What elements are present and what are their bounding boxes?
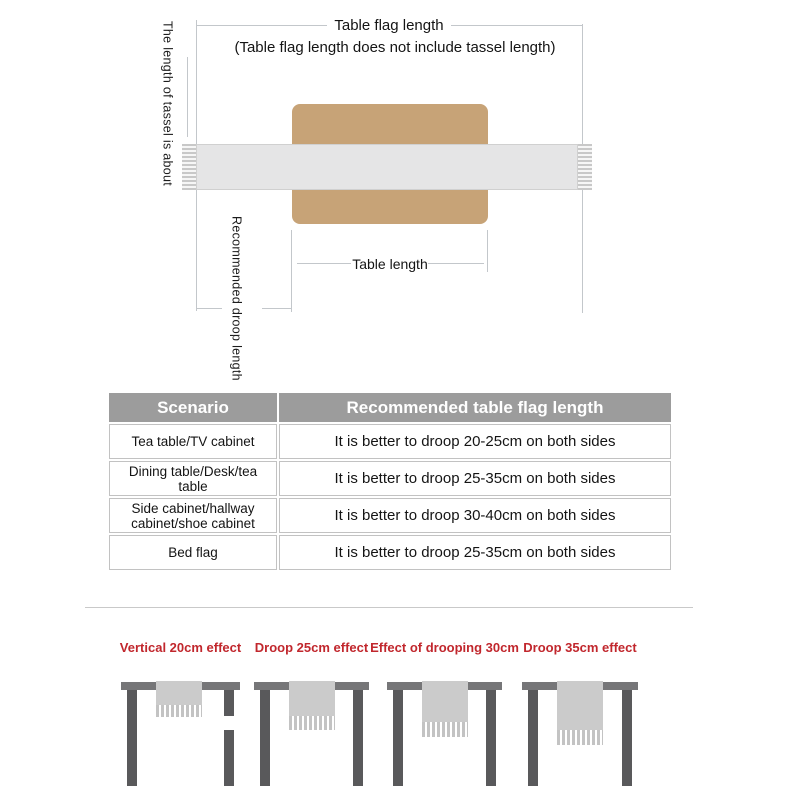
effect-label: Vertical 20cm effect	[119, 640, 242, 655]
header-flag-length: Recommended table flag length	[279, 393, 671, 422]
mini-table-left-leg	[528, 690, 538, 786]
effect-label: Droop 35cm effect	[523, 640, 637, 655]
length-cell: It is better to droop 20-25cm on both sides	[279, 424, 671, 459]
recommendation-table	[107, 391, 673, 572]
mini-table-left-leg	[393, 690, 403, 786]
mini-table-illustration	[254, 681, 369, 786]
mini-table-right-leg-lower	[224, 730, 234, 786]
mini-table-left-leg	[127, 690, 137, 786]
mini-table-illustration	[522, 681, 638, 786]
table-row	[109, 535, 671, 570]
flag-length-note: (Table flag length does not include tassel length)	[234, 39, 556, 56]
effect-example-25cm	[254, 640, 369, 786]
length-cell: It is better to droop 25-35cm on both sides	[279, 535, 671, 570]
flag-length-label-wrap	[196, 17, 582, 34]
scenario-cell: Dining table/Desk/tea table	[109, 461, 277, 496]
header-scenario: Scenario	[109, 393, 277, 422]
scenario-cell: Bed flag	[109, 535, 277, 570]
flag-length-label: Table flag length	[327, 17, 450, 34]
mini-runner	[289, 681, 335, 716]
table-length-label: Table length	[352, 256, 428, 272]
effect-example-20cm	[121, 640, 240, 786]
tassel-length-label: The length of tassel is about	[160, 21, 175, 187]
runner-right-tassel	[578, 144, 592, 190]
mini-table-illustration	[121, 681, 240, 786]
section-divider	[85, 607, 693, 608]
runner-left-tassel	[182, 144, 196, 190]
mini-table-right-leg-upper	[224, 690, 234, 716]
effect-label: Droop 25cm effect	[254, 640, 369, 655]
scenario-cell: Side cabinet/hallway cabinet/shoe cabinet	[109, 498, 277, 533]
effect-label: Effect of drooping 30cm	[370, 640, 519, 655]
mini-runner-fringe	[156, 705, 202, 717]
mini-runner-fringe	[289, 716, 335, 730]
table-header-row	[109, 393, 671, 422]
effect-example-35cm	[522, 640, 638, 786]
table-runner-illustration	[196, 144, 578, 190]
mini-runner-fringe	[557, 730, 603, 745]
mini-table-illustration	[387, 681, 502, 786]
tassel-leader-line	[187, 57, 188, 137]
mini-table-right-leg	[486, 690, 496, 786]
mini-runner	[156, 681, 202, 705]
mini-runner-fringe	[422, 722, 468, 737]
length-cell: It is better to droop 25-35cm on both sides	[279, 461, 671, 496]
droop-tick-right	[262, 308, 291, 309]
droop-length-label: Recommended droop length	[229, 215, 244, 381]
effect-example-30cm	[370, 640, 519, 786]
scenario-cell: Tea table/TV cabinet	[109, 424, 277, 459]
mini-table-right-leg	[353, 690, 363, 786]
mini-table-right-leg	[622, 690, 632, 786]
mini-table-left-leg	[260, 690, 270, 786]
mini-runner	[422, 681, 468, 722]
droop-tick-left	[196, 308, 222, 309]
mini-runner	[557, 681, 603, 730]
table-row	[109, 424, 671, 459]
length-cell: It is better to droop 30-40cm on both sides	[279, 498, 671, 533]
table-row	[109, 461, 671, 496]
table-row	[109, 498, 671, 533]
